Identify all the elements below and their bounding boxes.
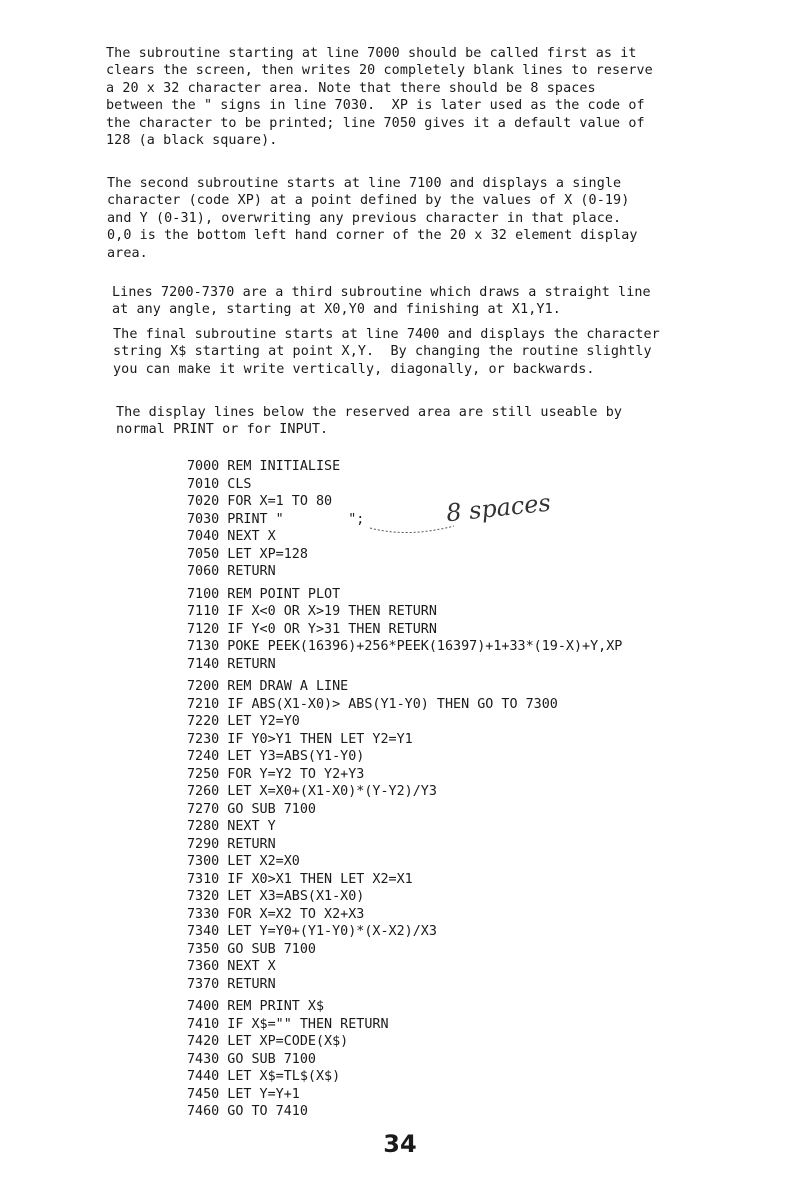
code-line: 7060 RETURN	[187, 564, 276, 579]
code-line: 7340 LET Y=Y0+(Y1-Y0)*(X-X2)/X3	[187, 924, 437, 939]
code-line: 7290 RETURN	[187, 836, 276, 852]
code-line: 7020 FOR X=1 TO 80	[187, 494, 333, 509]
code-line: 7240 LET Y3=ABS(Y1-Y0)	[187, 749, 365, 764]
code-line: 7360 NEXT X	[187, 959, 276, 974]
code-line: 7440 LET X$=TL$(X$)	[187, 1069, 341, 1084]
code-line: 7140 RETURN	[187, 656, 276, 672]
paragraph-4: The final subroutine starts at line 7400 and displays the character string X$ starting at point X,Y. By changing the routine slightly you can make it write vertically, diagonally, or backwards.	[113, 327, 660, 377]
code-line: 7270 GO SUB 7100	[187, 801, 316, 817]
code-line: 7200 REM DRAW A LINE	[187, 679, 349, 694]
handwritten-underline	[368, 520, 458, 540]
code-line: 7230 IF Y0>Y1 THEN LET Y2=Y1	[187, 731, 413, 747]
code-line: 7260 LET X=X0+(X1-X0)*(Y-Y2)/Y3	[187, 784, 437, 799]
code-line: 7330 FOR X=X2 TO X2+X3	[187, 906, 365, 922]
code-line: 7030 PRINT " ";	[187, 511, 365, 527]
handwritten-note: 8 spaces	[444, 488, 553, 528]
code-line: 7280 NEXT Y	[187, 819, 276, 834]
paragraph-2: The second subroutine starts at line 7100 and displays a single character (code XP) at a point defined by the values of X (0-19) and Y (0-31), overwriting any previous character in that place. 0,0 is the bottom left hand corner of the 20 x 32 element display area.	[107, 176, 638, 261]
paragraph-3: Lines 7200-7370 are a third subroutine which draws a straight line at any angle, starting at X0,Y0 and finishing at X1,Y1.	[112, 285, 651, 318]
code-line: 7310 IF X0>X1 THEN LET X2=X1	[187, 871, 413, 887]
code-line: 7370 RETURN	[187, 976, 276, 992]
code-line: 7300 LET X2=X0	[187, 854, 300, 869]
code-line: 7460 GO TO 7410	[187, 1104, 308, 1119]
code-line: 7120 IF Y<0 OR Y>31 THEN RETURN	[187, 621, 437, 637]
code-line: 7320 LET X3=ABS(X1-X0)	[187, 889, 365, 904]
code-line: 7450 LET Y=Y+1	[187, 1086, 300, 1102]
code-line: 7430 GO SUB 7100	[187, 1051, 316, 1067]
paragraph-1: The subroutine starting at line 7000 should be called first as it clears the screen, then writes 20 completely blank lines to reserve a 20 x 32 character area. Note that there should be 8 spaces between the " signs in line 7030. XP is later used as the code of the character to be printed; line 7050 gives it a default value of 128 (a black square).	[106, 46, 653, 149]
code-line: 7050 LET XP=128	[187, 546, 308, 562]
code-line: 7110 IF X<0 OR X>19 THEN RETURN	[187, 604, 437, 619]
code-line: 7000 REM INITIALISE	[187, 459, 341, 474]
code-listing	[187, 458, 622, 1121]
code-line: 7410 IF X$="" THEN RETURN	[187, 1016, 389, 1032]
code-line: 7210 IF ABS(X1-X0)> ABS(Y1-Y0) THEN GO TO 7300	[187, 696, 558, 712]
paragraph-5: The display lines below the reserved area are still useable by normal PRINT or for INPUT.	[116, 405, 623, 438]
code-line: 7040 NEXT X	[187, 529, 276, 544]
code-line: 7250 FOR Y=Y2 TO Y2+Y3	[187, 766, 365, 782]
code-line: 7220 LET Y2=Y0	[187, 714, 300, 729]
page-number: 34	[383, 1130, 417, 1158]
code-line: 7130 POKE PEEK(16396)+256*PEEK(16397)+1+33*(19-X)+Y,XP	[187, 639, 623, 654]
code-line: 7350 GO SUB 7100	[187, 941, 316, 957]
code-line: 7400 REM PRINT X$	[187, 999, 325, 1014]
code-line: 7420 LET XP=CODE(X$)	[187, 1034, 349, 1049]
code-line: 7100 REM POINT PLOT	[187, 586, 341, 602]
code-line: 7010 CLS	[187, 476, 252, 492]
